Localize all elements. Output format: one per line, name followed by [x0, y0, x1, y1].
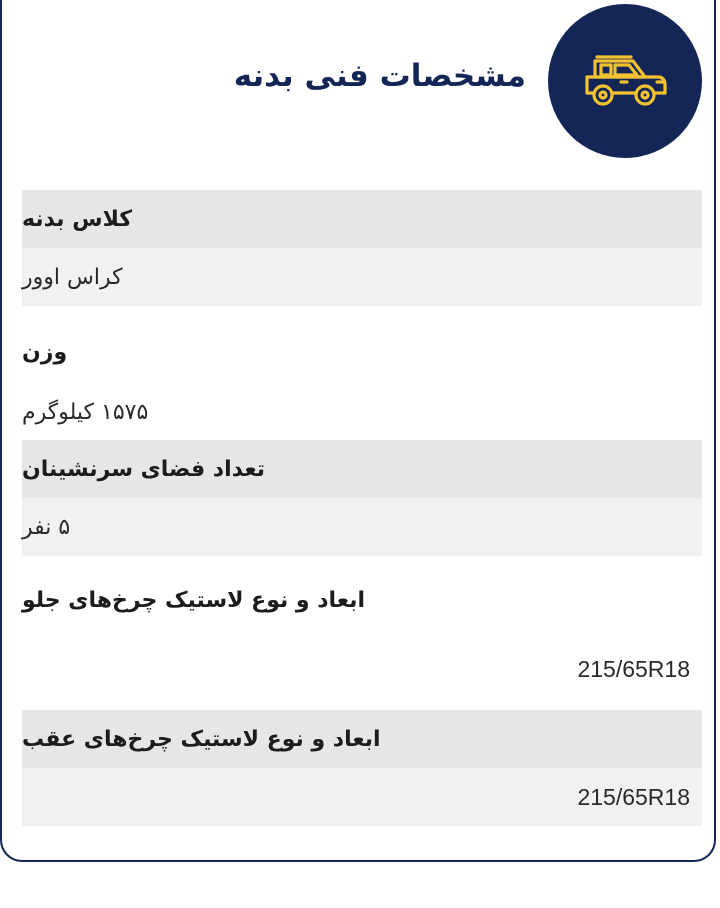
specs-table	[22, 190, 702, 826]
spec-value-rear-tire: 215/65R18	[22, 768, 702, 826]
car-icon	[579, 51, 671, 111]
spec-value-seating: ۵ نفر	[22, 498, 702, 556]
spec-label-body-class: کلاس بدنه	[22, 190, 702, 248]
spec-value-body-class: کراس اوور	[22, 248, 702, 306]
spec-label-seating: تعداد فضای سرنشینان	[22, 440, 702, 498]
spec-label-weight: وزن	[22, 306, 702, 384]
spec-value-weight: ۱۵۷۵ کیلوگرم	[22, 384, 702, 440]
spec-label-front-tire: ابعاد و نوع لاستیک چرخ‌های جلو	[22, 556, 702, 642]
spec-value-front-tire: 215/65R18	[22, 642, 702, 710]
icon-badge	[548, 4, 702, 158]
spec-label-rear-tire: ابعاد و نوع لاستیک چرخ‌های عقب	[22, 710, 702, 768]
page-title: مشخصات فنی بدنه	[233, 58, 526, 94]
card-header	[2, 0, 718, 172]
